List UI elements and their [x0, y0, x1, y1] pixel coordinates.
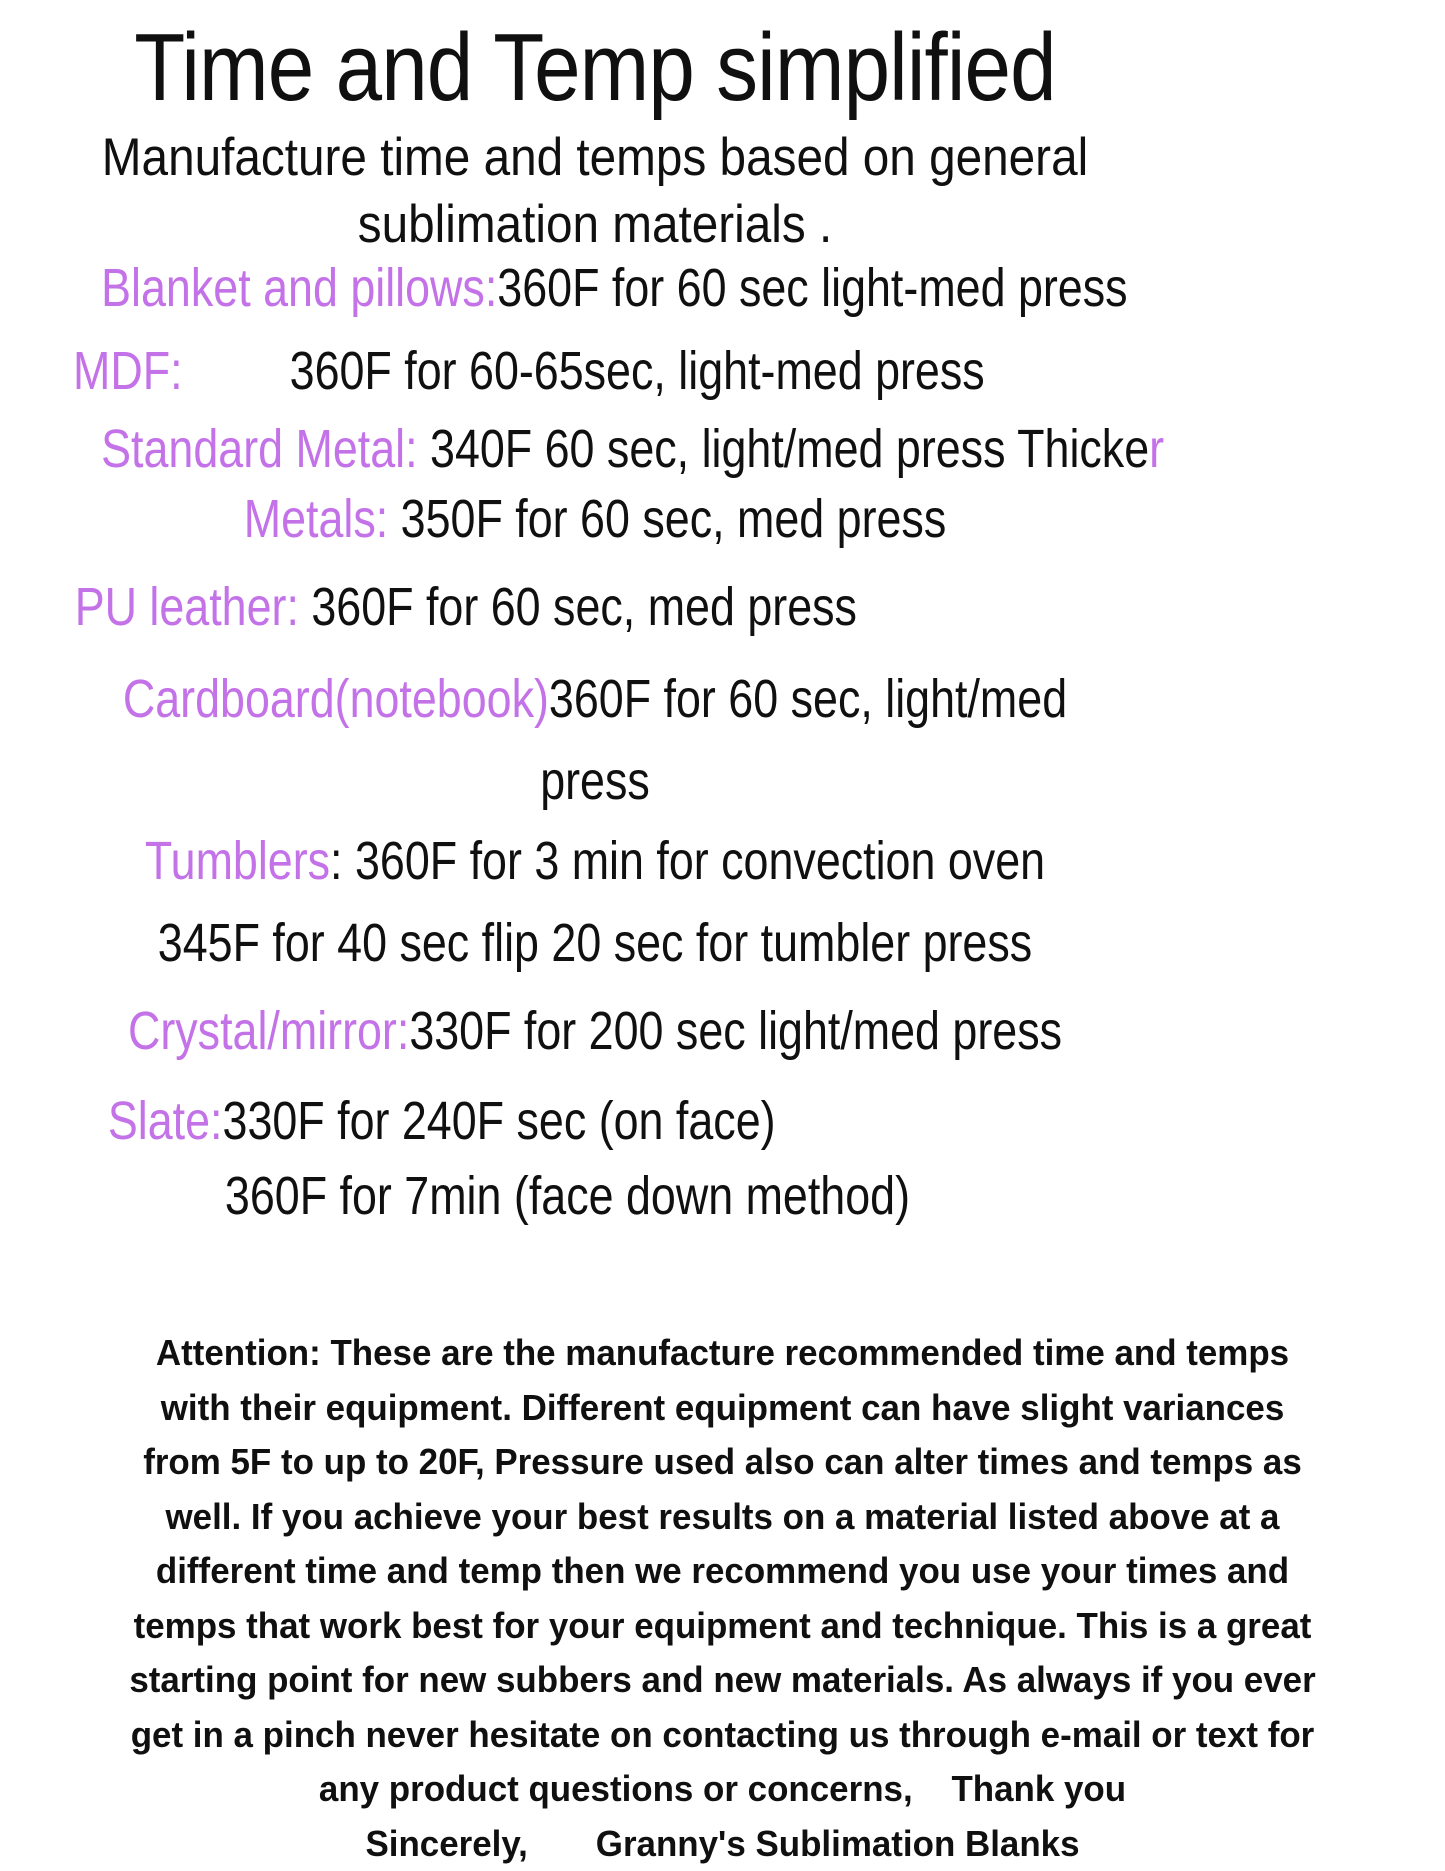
attention-line: Attention: These are the manufacture recommended time and temps [155, 1332, 1290, 1373]
material-label: Tumblers [144, 831, 331, 891]
attention-paragraph [22, 1326, 1424, 1871]
material-value-suffix: r [1149, 419, 1165, 479]
subtitle-line-2: sublimation materials . [357, 195, 833, 254]
attention-line: Sincerely, Granny's Sublimation Blanks [365, 1822, 1080, 1864]
material-value: press [540, 751, 650, 811]
material-value: 360F for 7min (face down method) [224, 1166, 911, 1226]
attention-line: get in a pinch never hesitate on contacting us through e-mail or text for [130, 1713, 1315, 1755]
material-label: Crystal/mirror: [127, 1001, 410, 1061]
spec-line-blanket-pillows [101, 257, 1128, 319]
spec-line-standard-metal [101, 418, 1165, 480]
material-value: : 360F for 3 min for convection oven [330, 831, 1046, 891]
attention-line: starting point for new subbers and new materials. As always if you ever [129, 1659, 1316, 1700]
attention-line: temps that work best for your equipment and technique. This is a great [133, 1604, 1312, 1646]
spec-line-pu-leather [0, 576, 988, 638]
attention-line: with their equipment. Different equipment can have slight variances [160, 1386, 1285, 1428]
material-value: 360F for 60 sec, med press [298, 577, 857, 637]
spec-line-tumblers-cont [101, 912, 1089, 974]
material-label: MDF: [73, 341, 183, 401]
spec-line-slate-cont [0, 1165, 988, 1227]
attention-line: different time and temp then we recommend you use your times and [155, 1550, 1290, 1591]
material-value: 345F for 40 sec flip 20 sec for tumbler press [157, 913, 1033, 973]
material-label: Standard Metal: [101, 419, 418, 479]
material-label: Blanket and pillows: [101, 258, 498, 318]
spec-line-tumblers [101, 830, 1089, 892]
attention-line: well. If you achieve your best results on a material listed above at a [165, 1495, 1280, 1537]
spec-line-cardboard-notebook [101, 668, 1089, 730]
attention-line: any product questions or concerns, Thank you [318, 1768, 1127, 1809]
page-title: Time and Temp simplified [134, 14, 1056, 121]
material-value: 360F for 60 sec, light/med [548, 669, 1068, 729]
material-value: 360F for 60 sec light-med press [497, 258, 1128, 318]
material-label: Metals: [243, 489, 389, 549]
material-value: 360F for 60-65sec, light-med press [289, 341, 985, 401]
material-value: 350F for 60 sec, med press [388, 489, 947, 549]
spec-line-slate [0, 1090, 988, 1152]
material-label: Slate: [107, 1091, 223, 1151]
material-value: 330F for 200 sec light/med press [409, 1001, 1063, 1061]
material-label: PU leather: [74, 577, 299, 637]
spec-line-mdf [0, 340, 988, 402]
material-value: 330F for 240F sec (on face) [222, 1091, 776, 1151]
spec-line-cardboard-notebook-cont [101, 750, 1089, 812]
subtitle-line-1: Manufacture time and temps based on general [101, 128, 1089, 187]
attention-line: from 5F to up to 20F, Pressure used also can alter times and temps as [143, 1441, 1302, 1482]
spec-line-crystal-mirror [101, 1000, 1089, 1062]
material-label: Cardboard(notebook) [122, 669, 549, 729]
material-value: 340F 60 sec, light/med press Thicke [417, 419, 1150, 479]
spec-line-thicker-metals [101, 488, 1089, 550]
